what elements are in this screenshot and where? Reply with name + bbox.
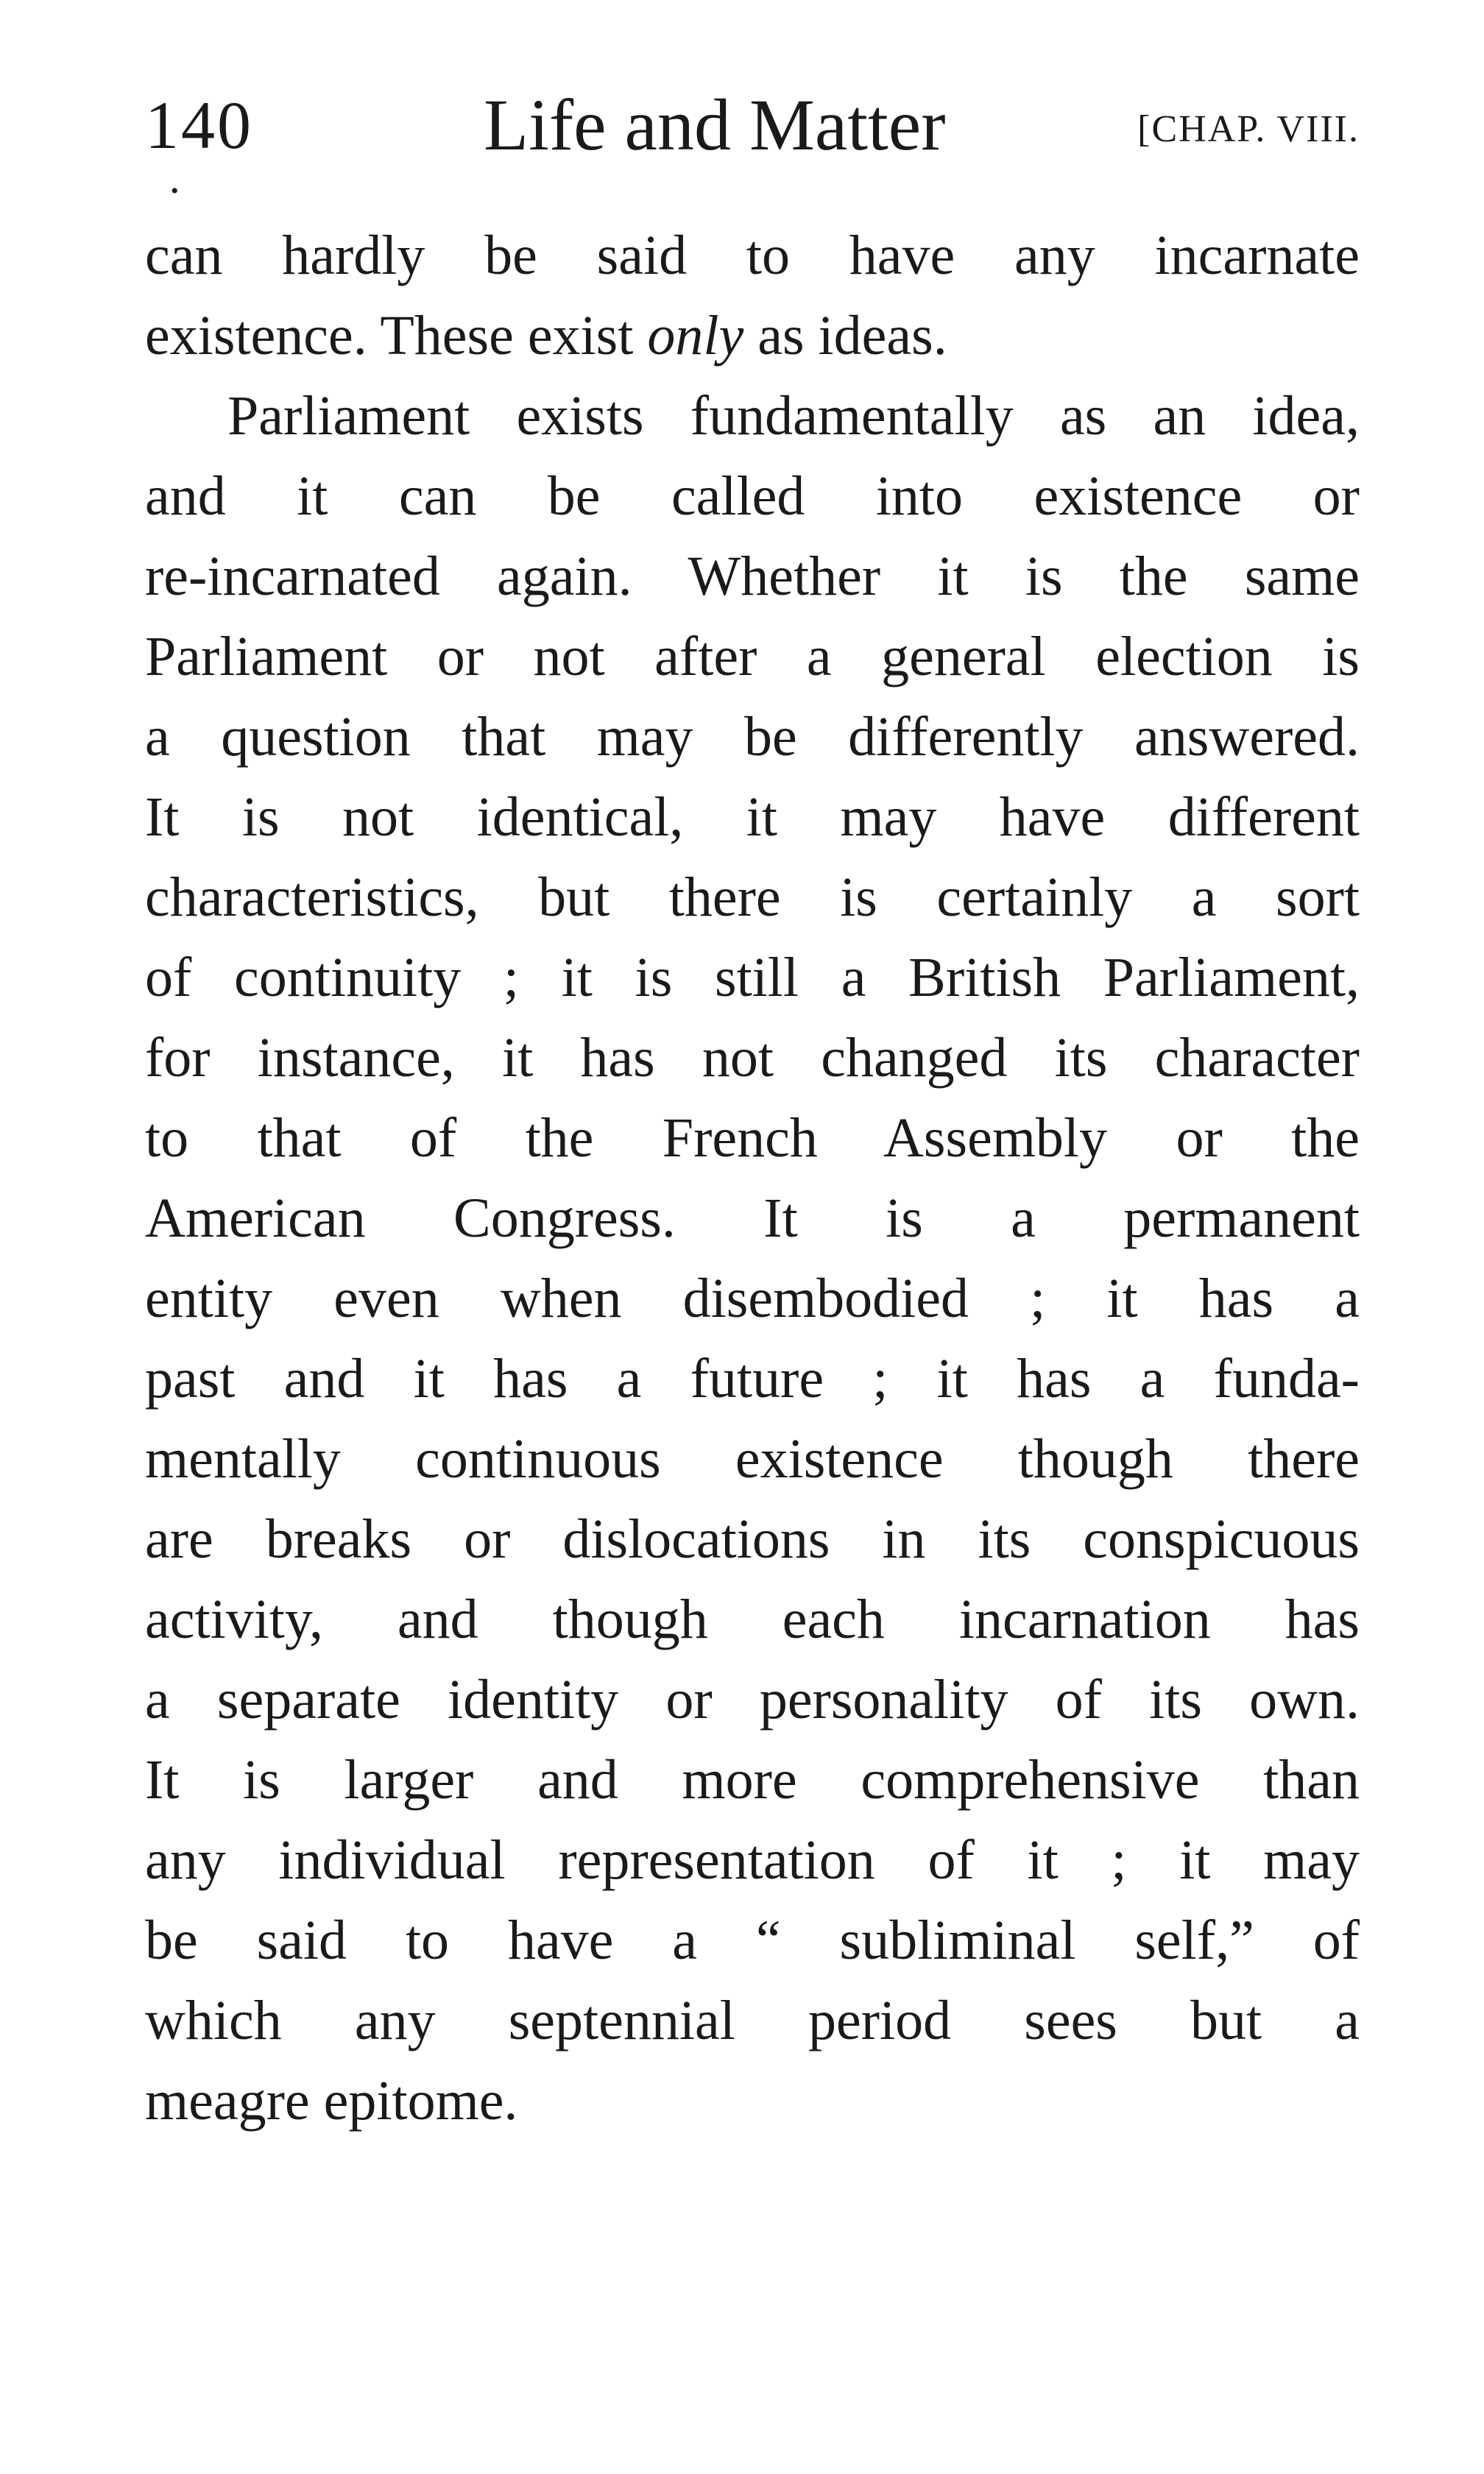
- text-line: activity, and though each incarnation has: [145, 1588, 1360, 1650]
- page-number: 140: [145, 88, 253, 163]
- book-page: [145, 70, 1360, 2141]
- text-line: of continuity ; it is still a British Parliament,: [145, 947, 1360, 1008]
- text-line: It is not identical, it may have different: [145, 786, 1360, 848]
- text-line: past and it has a future ; it has a funda-: [145, 1348, 1360, 1410]
- text-line: Parliament or not after a general election is: [145, 626, 1360, 688]
- text-line: characteristics, but there is certainly a sort: [145, 866, 1360, 928]
- text-line: a separate identity or personality of its own.: [145, 1669, 1360, 1731]
- text-line: [145, 296, 1360, 376]
- text-segment: as ideas.: [743, 305, 947, 367]
- text-segment: existence. These exist: [145, 305, 648, 367]
- text-line: Parliament exists fundamentally as an idea,: [227, 385, 1360, 447]
- text-line: re-incarnated again. Whether it is the same: [145, 545, 1360, 607]
- body-text: [145, 216, 1360, 2141]
- text-line: It is larger and more comprehensive than: [145, 1749, 1360, 1811]
- paragraph: [145, 216, 1360, 376]
- text-line: can hardly be said to have any incarnate: [145, 225, 1360, 286]
- chapter-reference: [CHAP. VIII.: [1137, 108, 1360, 150]
- stray-ink-mark: •: [171, 179, 179, 203]
- text-line: American Congress. It is a permanent: [145, 1187, 1360, 1249]
- text-line: meagre epitome.: [145, 2070, 518, 2132]
- text-line: entity even when disembodied ; it has a: [145, 1268, 1360, 1329]
- text-line: to that of the French Assembly or the: [145, 1107, 1360, 1169]
- text-line: any individual representation of it ; it may: [145, 1829, 1360, 1891]
- italic-emphasis: only: [647, 305, 744, 367]
- text-line: mentally continuous existence though there: [145, 1428, 1360, 1490]
- text-line: for instance, it has not changed its character: [145, 1027, 1360, 1089]
- paragraph: [145, 376, 1360, 2141]
- book-title: Life and Matter: [484, 84, 946, 166]
- text-line: be said to have a “ subliminal self,” of: [145, 1909, 1360, 1971]
- text-line: and it can be called into existence or: [145, 465, 1360, 527]
- text-line: are breaks or dislocations in its conspicuous: [145, 1508, 1360, 1570]
- text-line: a question that may be differently answered.: [145, 706, 1360, 768]
- running-head: [145, 70, 1360, 180]
- text-line: which any septennial period sees but a: [145, 1990, 1360, 2051]
